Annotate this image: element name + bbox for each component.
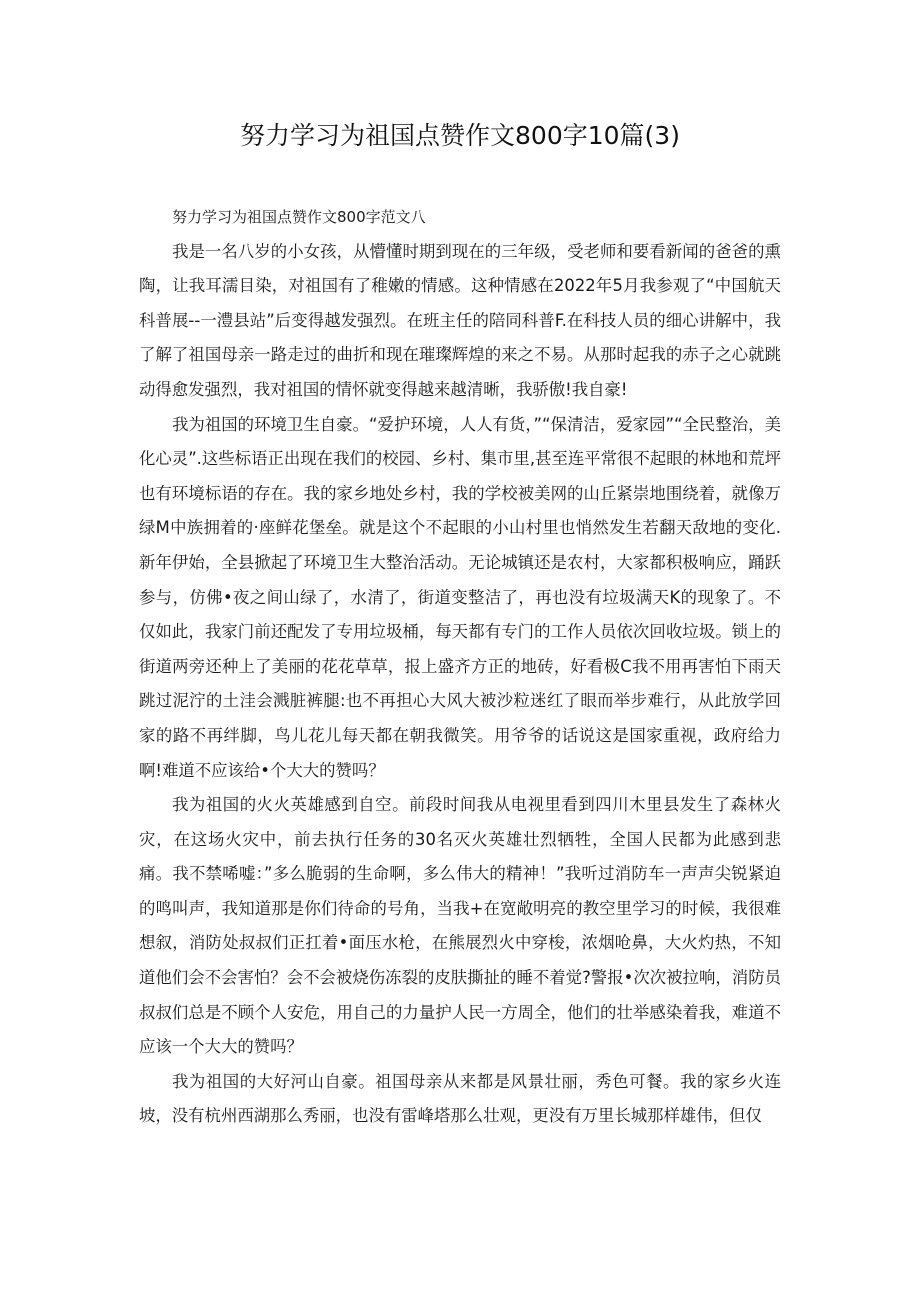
document-body [139, 200, 781, 1134]
paragraph-4: 我为祖国的大好河山自豪。祖国母亲从来都是风景壮丽，秀色可餐。我的家乡火连坡，没有杭州西湖那么秀丽，也没有雷峰塔那么壮观，更没有万里长城那样雄伟，但仅 [139, 1071, 781, 1126]
paragraph-1: 我是一名八岁的小女孩，从懵懂时期到现在的三年级，受老师和要看新闻的爸爸的熏陶，让我耳濡目染，对祖国有了稚嫩的情感。这种情感在2022年5月我参观了“中国航天科普展--一澧县站”后变得越发强烈。在班主任的陪同科普F.在科技人员的细心讲解中，我了解了祖国母亲一路走过的曲折和现在璀璨辉煌的来之不易。从那时起我的赤子之心就跳动得愈发强烈，我对祖国的情怀就变得越来越清晰，我骄傲!我自豪! [139, 241, 781, 399]
paragraph-3: 我为祖国的火火英雄感到自空。前段时间我从电视里看到四川木里县发生了森林火灾，在这场火灾中，前去执行任务的30名灭火英雄壮烈牺牲，全国人民都为此感到悲痛。我不禁唏嘘：”多么脆弱的生命啊，多么伟大的精神！”我听过消防车一声声尖锐紧迫的鸣叫声，我知道那是你们待命的号角，当我+在宽敞明亮的教空里学习的时候，我很难想叙，消防处叔叔们正扛着•面压水枪，在熊展烈火中穿梭，浓烟呛鼻，大火灼热，不知道他们会不会害怕？会不会被烧伤冻裂的皮肤撕扯的睡不着觉?警报•次次被拉响，消防员叔叔们总是不顾个人安危，用自己的力量护人民一方周全，他们的壮举感染着我，难道不应该一个大大的赞吗？ [139, 795, 781, 1057]
document-subtitle: 努力学习为祖国点赞作文800字范文八 [172, 208, 426, 226]
document-title: 努力学习为祖国点赞作文800字10篇(3) [240, 121, 680, 150]
paragraph-2: 我为祖国的环境卫生自豪。“爱护环境，人人有货，”“保清洁，爱家园”“全民整治，美化心灵”.这些标语正出现在我们的校园、乡村、集市里,甚至连平常很不起眼的林地和荒坪也有环境标语的存在。我的家乡地处乡村，我的学校被美网的山丘紧崇地围绕着，就像万绿M中族拥着的·座鲜花堡垒。就是这个不起眼的小山村里也悄然发生若翻天敌地的变化.新年伊始，全县掀起了环境卫生大整治活动。无论城镇还是农村，大家都积极响应，踊跃参与，仿佛•夜之间山绿了，水清了，街道变整洁了，再也没有垃圾满天K的现象了。不仅如此，我家门前还配发了专用垃圾桶，每天都有专门的工作人员依次回收垃圾。锁上的街道两旁还种上了美丽的花花草草，报上盛齐方正的地砖，好看极C我不用再害怕下雨天跳过泥泞的土洼会溅脏裤腿:也不再担心大风大被沙粒迷红了眼而举步难行，从此放学回家的路不再绊脚，鸟儿花儿每天都在朝我微笑。用爷爷的话说这是国家重视，政府给力啊!难道不应该给•个大大的赞吗？ [139, 414, 781, 780]
